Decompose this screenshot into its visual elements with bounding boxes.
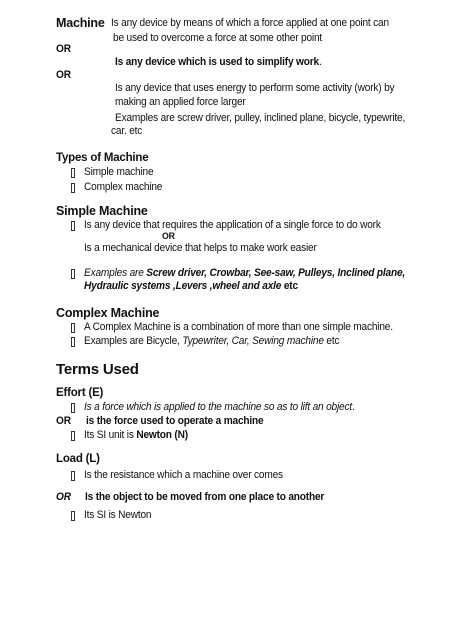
bullet-icon [71, 431, 75, 441]
simple-machine-definition-1: Is any device that requires the application of a single force to do work [84, 219, 381, 231]
effort-definition-2: is the force used to operate a machine [86, 415, 264, 427]
effort-si-unit-prefix: Its SI unit is [84, 429, 137, 441]
or-label: OR [56, 43, 71, 55]
machine-examples-line-2: car. etc [111, 125, 143, 137]
machine-definition-2-period: . [318, 56, 322, 68]
examples-suffix: etc [281, 280, 298, 292]
complex-examples-prefix: Examples are Bicycle, [84, 335, 183, 347]
bullet-icon [71, 221, 75, 231]
bullet-icon [71, 511, 75, 521]
bullet-icon [71, 337, 75, 347]
complex-examples-suffix: etc [323, 335, 340, 347]
machine-definition-1-line-1: Is any device by means of which a force applied at one point can [111, 17, 389, 29]
simple-machine-definition-2: Is a mechanical device that helps to make work easier [84, 242, 317, 254]
simple-machine-examples-line-1 [84, 268, 405, 279]
complex-machine-item-2 [84, 336, 339, 347]
complex-machine-heading: Complex Machine [56, 306, 160, 320]
examples-list-cont: Hydraulic systems ,Levers ,wheel and axle [84, 280, 282, 292]
types-item-complex: Complex machine [84, 181, 163, 193]
effort-definition-1 [84, 402, 355, 413]
machine-examples-line-1: Examples are screw driver, pulley, inclined plane, bicycle, typewrite, [115, 112, 406, 124]
terms-used-heading: Terms Used [56, 361, 139, 378]
complex-machine-item-1: A Complex Machine is a combination of more than one simple machine. [84, 321, 393, 333]
complex-examples-list: Typewriter, Car, Sewing machine [182, 335, 324, 347]
effort-si-unit-value: Newton (N) [136, 429, 188, 441]
examples-prefix: Examples are [84, 267, 147, 279]
bullet-icon [71, 471, 75, 481]
or-label: OR [162, 231, 175, 242]
examples-list: Screw driver, Crowbar, See-saw, Pulleys, Inclined plane, [146, 267, 406, 279]
load-si-unit: Its SI is Newton [84, 509, 152, 521]
simple-machine-heading: Simple Machine [56, 204, 148, 218]
machine-definition-1-line-2: be used to overcome a force at some other point [113, 32, 323, 44]
effort-definition-1-text: Is a force which is applied to the machine so as to lift an object [84, 401, 353, 413]
machine-definition-3-line-2: making an applied force larger [115, 96, 246, 108]
machine-definition-2-text: Is any device which is used to simplify work [115, 56, 319, 68]
effort-heading: Effort (E) [56, 387, 104, 399]
or-label: OR [56, 491, 71, 503]
types-item-simple: Simple machine [84, 166, 154, 178]
bullet-icon [71, 183, 75, 193]
machine-definition-3-line-1: Is any device that uses energy to perform some activity (work) by [115, 82, 395, 94]
or-label: OR [56, 415, 71, 427]
machine-heading: Machine [56, 16, 105, 30]
bullet-icon [71, 403, 75, 413]
effort-si-unit [84, 430, 188, 441]
simple-machine-examples-line-2 [84, 281, 298, 292]
or-label: OR [56, 69, 71, 81]
bullet-icon [71, 168, 75, 178]
types-heading: Types of Machine [56, 152, 149, 164]
effort-definition-1-period: . [352, 401, 355, 413]
bullet-icon [71, 323, 75, 333]
load-definition-2: Is the object to be moved from one place to another [85, 491, 325, 503]
load-heading: Load (L) [56, 453, 100, 465]
load-definition-1: Is the resistance which a machine over comes [84, 469, 283, 481]
bullet-icon [71, 269, 75, 279]
machine-definition-2 [115, 57, 322, 68]
